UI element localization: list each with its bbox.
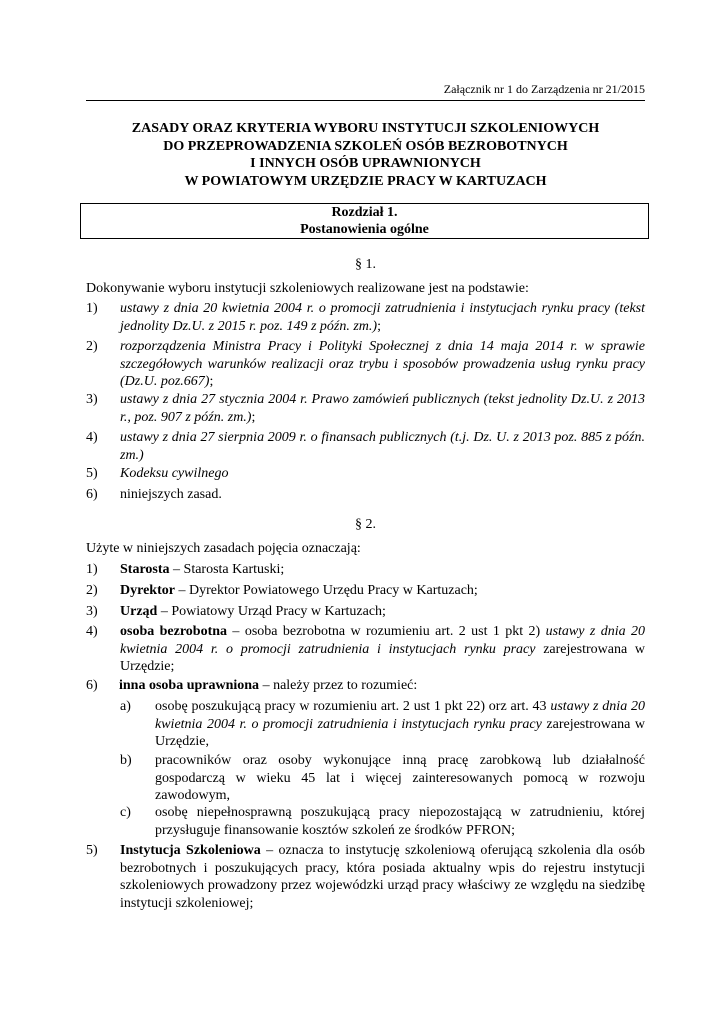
defined-term: Urząd [120, 604, 158, 619]
sub-item-text: osobę niepełnosprawną poszukującą pracy niepozostającą w zatrudnieniu, której przysługuje finansowanie kosztów szkoleń ze środków PFRON; [155, 805, 645, 838]
item-number: 1) [86, 301, 98, 316]
section-1-mark: § 1. [355, 257, 376, 272]
item-text [120, 391, 645, 426]
chapter-heading-box [80, 203, 649, 239]
title-line: W POWIATOWYM URZĘDZIE PRACY W KARTUZACH [184, 173, 547, 189]
definition-end: zarejestrowana w Urzędzie; [120, 641, 645, 674]
item-text [120, 429, 645, 464]
definition: – Dyrektor Powiatowego Urzędu Pracy w Kartuzach; [174, 583, 478, 598]
item-text [120, 338, 645, 391]
definition-text [120, 623, 645, 676]
item-punct: ; [209, 374, 214, 389]
section-2-mark: § 2. [355, 517, 376, 532]
definition: – Powiatowy Urząd Pracy w Kartuzach; [157, 604, 386, 619]
defined-term: Dyrektor [120, 583, 175, 598]
sub-item-letter: b) [120, 753, 132, 768]
sub-item-letter: c) [120, 805, 131, 820]
chapter-name: Postanowienia ogólne [300, 222, 429, 237]
sub-item-text: pracowników oraz osoby wykonujące inną pracę zarobkową lub działalność gospodarczą w wieku 45 lat i więcej zainteresowanych pomocą w rozwoju zawodowym, [155, 753, 645, 803]
defined-term: inna osoba uprawniona [119, 678, 260, 693]
item-punct: ; [377, 318, 381, 334]
act-title: ustawy z dnia 27 sierpnia 2009 r. o finansach publicznych (t.j. Dz. U. z 2013 poz. 885 z późn. zm.) [120, 430, 645, 463]
item-number: 5) [86, 843, 98, 858]
item-number: 5) [86, 466, 98, 481]
act-title: Kodeksu cywilnego [120, 466, 229, 481]
document-title [86, 120, 645, 190]
item-punct: ; [251, 409, 256, 425]
item-text: niniejszych zasad. [120, 487, 222, 502]
definition: – Starosta Kartuski; [169, 562, 285, 577]
act-title: ustawy z dnia 20 kwietnia 2004 r. o promocji zatrudnienia i instytucjach rynku pracy [120, 624, 645, 657]
document-page [86, 0, 645, 1024]
defined-term: osoba bezrobotna [120, 624, 228, 639]
definition: – oznacza to instytucję szkoleniową oferującą szkolenia dla osób bezrobotnych i poszukujących pracy, która posiada aktualny wpis do rejestru instytucji szkoleniowych prowadzony przez wojewódzki urząd pracy właściwy ze względu na siedzibę instytucji szkoleniowej; [120, 843, 645, 911]
definition-text [119, 677, 645, 695]
sub-item-text [155, 698, 645, 751]
sub-item-end: zarejestrowana w Urzędzie, [155, 716, 645, 749]
section-1-intro: Dokonywanie wyboru instytucji szkoleniowych realizowane jest na podstawie: [86, 281, 529, 296]
section-2-intro: Użyte w niniejszych zasadach pojęcia oznaczają: [86, 541, 361, 556]
item-number: 2) [86, 339, 98, 354]
title-line: DO PRZEPROWADZENIA SZKOLEŃ OSÓB BEZROBOTNYCH [163, 138, 568, 154]
act-title: ustawy z dnia 20 kwietnia 2004 r. o promocji zatrudnienia i instytucjach rynku pracy (tekst jednolity Dz.U. z 2015 r. poz. 149 z późn. zm.) [120, 301, 645, 334]
item-text [120, 465, 645, 483]
definition-text [120, 561, 645, 579]
chapter-label: Rozdział 1. [331, 205, 398, 220]
definition: – osoba bezrobotna w rozumieniu art. 2 ust 1 pkt 2) [227, 624, 546, 639]
defined-term: Starosta [120, 562, 170, 577]
title-line: I INNYCH OSÓB UPRAWNIONYCH [250, 156, 481, 171]
item-number: 3) [86, 392, 98, 407]
definition-text [120, 582, 645, 600]
header-divider [86, 100, 645, 101]
item-number: 3) [86, 604, 98, 619]
item-number: 4) [86, 624, 98, 639]
annex-note: Załącznik nr 1 do Zarządzenia nr 21/2015 [443, 82, 645, 96]
act-title: ustawy z dnia 27 stycznia 2004 r. Prawo zamówień publicznych (tekst jednolity Dz.U. z 2013 r., poz. 907 z późn. zm.) [120, 392, 645, 425]
defined-term: Instytucja Szkoleniowa [120, 843, 261, 858]
definition-text [120, 603, 645, 621]
item-number: 2) [86, 583, 98, 598]
item-number: 6) [86, 487, 98, 502]
title-line: ZASADY ORAZ KRYTERIA WYBORU INSTYTUCJI SZKOLENIOWYCH [131, 121, 600, 136]
sub-item-letter: a) [120, 699, 131, 714]
item-number: 1) [86, 562, 98, 577]
definition: – należy przez to rozumieć: [259, 678, 418, 693]
item-text [120, 300, 645, 335]
item-number: 4) [86, 430, 98, 445]
definition-text [120, 842, 645, 912]
act-title: rozporządzenia Ministra Pracy i Polityki Społecznej z dnia 14 maja 2014 r. w sprawie szczegółowych warunków realizacji oraz trybu i sposobów prowadzenia usług rynku pracy (Dz.U. poz.667) [120, 339, 645, 389]
sub-item-start: osobę poszukującą pracy w rozumieniu art. 2 ust 1 pkt 22) orz art. 43 [155, 699, 551, 714]
item-number: 6) [86, 678, 98, 693]
act-title: ustawy z dnia 20 kwietnia 2004 r. o promocji zatrudnienia i instytucjach rynku pracy [155, 699, 645, 732]
